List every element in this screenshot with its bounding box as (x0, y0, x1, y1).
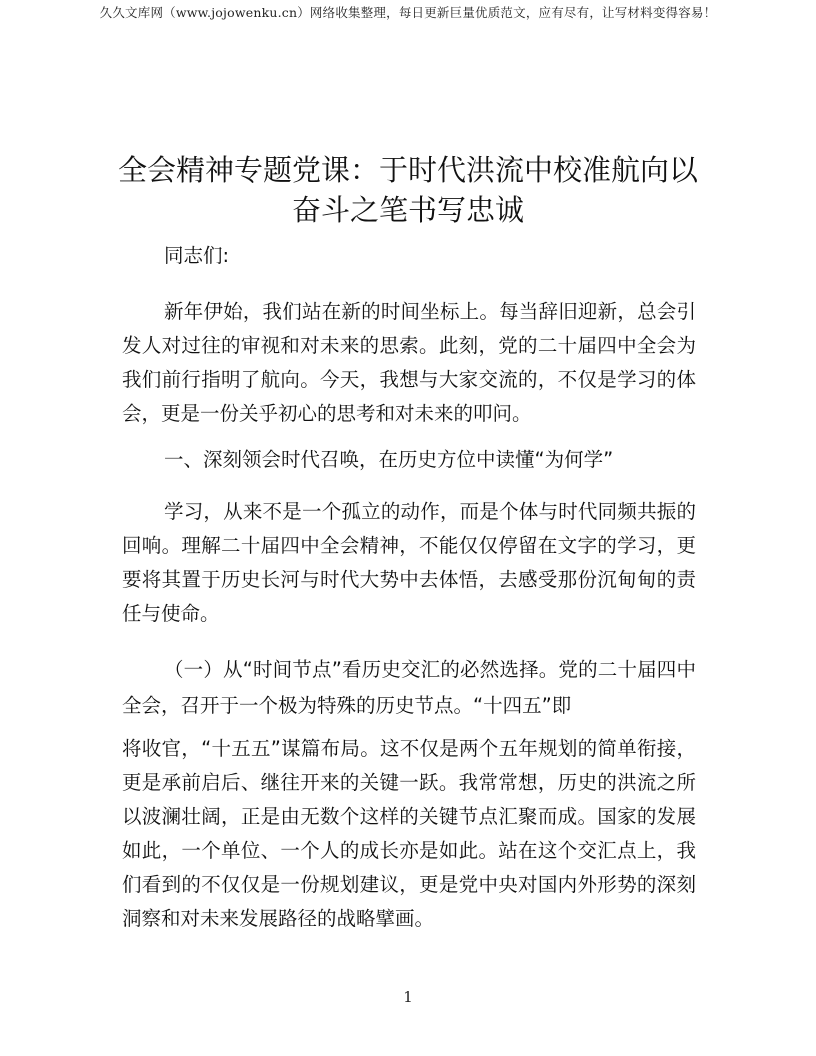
document-title (100, 150, 716, 230)
salutation: 同志们: (164, 244, 230, 267)
paragraph-intro: 新年伊始，我们站在新的时间坐标上。每当辞旧迎新，总会引发人对过往的审视和对未来的思索。此刻，党的二十届四中全会为我们前行指明了航向。今天，我想与大家交流的，不仅是学习的体会，更是一份关乎初心的思考和对未来的叩问。 (122, 300, 696, 425)
section-heading: 一、深刻领会时代召唤，在历史方位中读懂“为何学” (164, 448, 614, 471)
paragraph-time-node: （一）从“时间节点”看历史交汇的必然选择。党的二十届四中全会，召开于一个极为特殊的历史节点。“十四五”即 (122, 658, 696, 717)
paragraph-continuation: 将收官，“十五五”谋篇布局。这不仅是两个五年规划的简单衔接，更是承前启后、继往开来的关键一跃。我常常想，历史的洪流之所以波澜壮阔，正是由无数个这样的关键节点汇聚而成。国家的发展如此，一个单位、一个人的成长亦是如此。站在这个交汇点上，我们看到的不仅仅是一份规划建议，更是党中央对国内外形势的深刻洞察和对未来发展路径的战略擘画。 (122, 737, 696, 930)
page-number: 1 (403, 988, 413, 1006)
paragraph-learning: 学习，从来不是一个孤立的动作，而是个体与时代同频共振的回响。理解二十届四中全会精神，不能仅仅停留在文字的学习，更要将其置于历史长河与时代大势中去体悟，去感受那份沉甸甸的责任与使命。 (122, 500, 696, 625)
header-watermark-note: 久久文库网（www.jojowenku.cn）网络收集整理，每日更新巨量优质范文，应有尽有，让写材料变得容易！ (99, 5, 717, 20)
title-line-1: 全会精神专题党课：于时代洪流中校准航向以 (117, 153, 698, 187)
title-line-2: 奋斗之笔书写忠诚 (291, 193, 524, 227)
